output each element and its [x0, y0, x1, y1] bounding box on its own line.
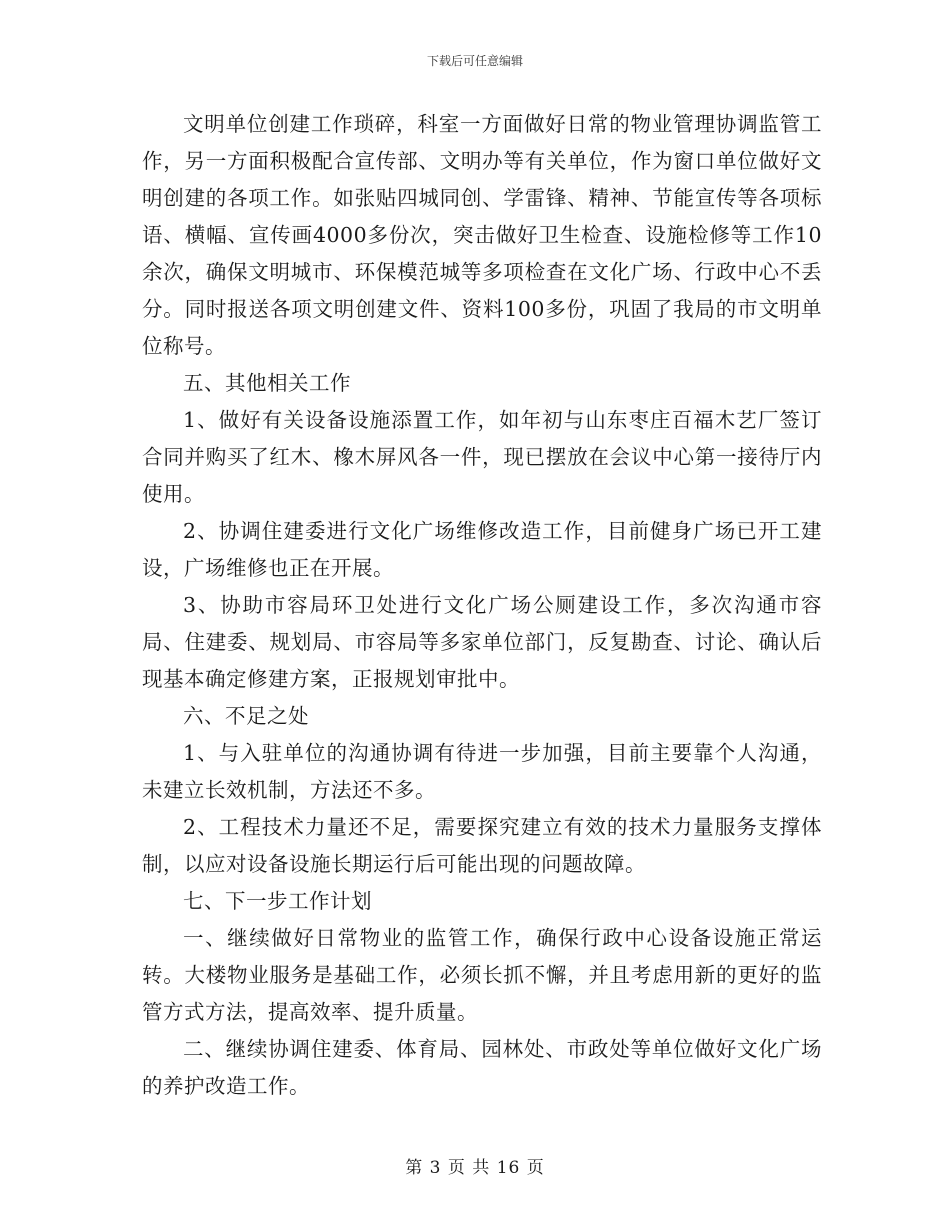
paragraph-technical-strength: 2、工程技术力量还不足，需要探究建立有效的技术力量服务支撑体制，以应对设备设施长期运行后可能出现的问题故障。	[142, 815, 822, 876]
document-body	[142, 106, 822, 1105]
page-number: 第 3 页 共 16 页	[405, 1158, 545, 1178]
section-heading-shortcomings: 六、不足之处	[183, 704, 309, 728]
paragraph-plan-two: 二、继续协调住建委、体育局、园林处、市政处等单位做好文化广场的养护改造工作。	[142, 1037, 822, 1098]
paragraph-civilization-work: 文明单位创建工作琐碎，科室一方面做好日常的物业管理协调监管工作，另一方面积极配合宣传部、文明办等有关单位，作为窗口单位做好文明创建的各项工作。如张贴四城同创、学雷锋、精神、节能宣传等各项标语、横幅、宣传画4000多份次，突击做好卫生检查、设施检修等工作10余次，确保文明城市、环保模范城等多项检查在文化广场、行政中心不丢分。同时报送各项文明创建文件、资料100多份，巩固了我局的市文明单位称号。	[142, 112, 822, 358]
paragraph-plaza-renovation: 2、协调住建委进行文化广场维修改造工作，目前健身广场已开工建设，广场维修也正在开展。	[142, 519, 822, 580]
paragraph-equipment-purchase: 1、做好有关设备设施添置工作，如年初与山东枣庄百福木艺厂签订合同并购买了红木、橡木屏风各一件，现已摆放在会议中心第一接待厅内使用。	[142, 408, 822, 506]
paragraph-public-toilet: 3、协助市容局环卫处进行文化广场公厕建设工作，多次沟通市容局、住建委、规划局、市容局等多家单位部门，反复勘查、讨论、确认后现基本确定修建方案，正报规划审批中。	[142, 593, 822, 691]
section-heading-other-work: 五、其他相关工作	[183, 371, 351, 395]
section-heading-next-plan: 七、下一步工作计划	[183, 889, 372, 913]
paragraph-plan-one: 一、继续做好日常物业的监管工作，确保行政中心设备设施正常运转。大楼物业服务是基础工作，必须长抓不懈，并且考虑用新的更好的监管方式方法，提高效率、提升质量。	[142, 926, 822, 1024]
paragraph-communication: 1、与入驻单位的沟通协调有待进一步加强，目前主要靠个人沟通，未建立长效机制，方法还不多。	[142, 741, 822, 802]
page-header-note: 下载后可任意编辑	[426, 54, 523, 68]
